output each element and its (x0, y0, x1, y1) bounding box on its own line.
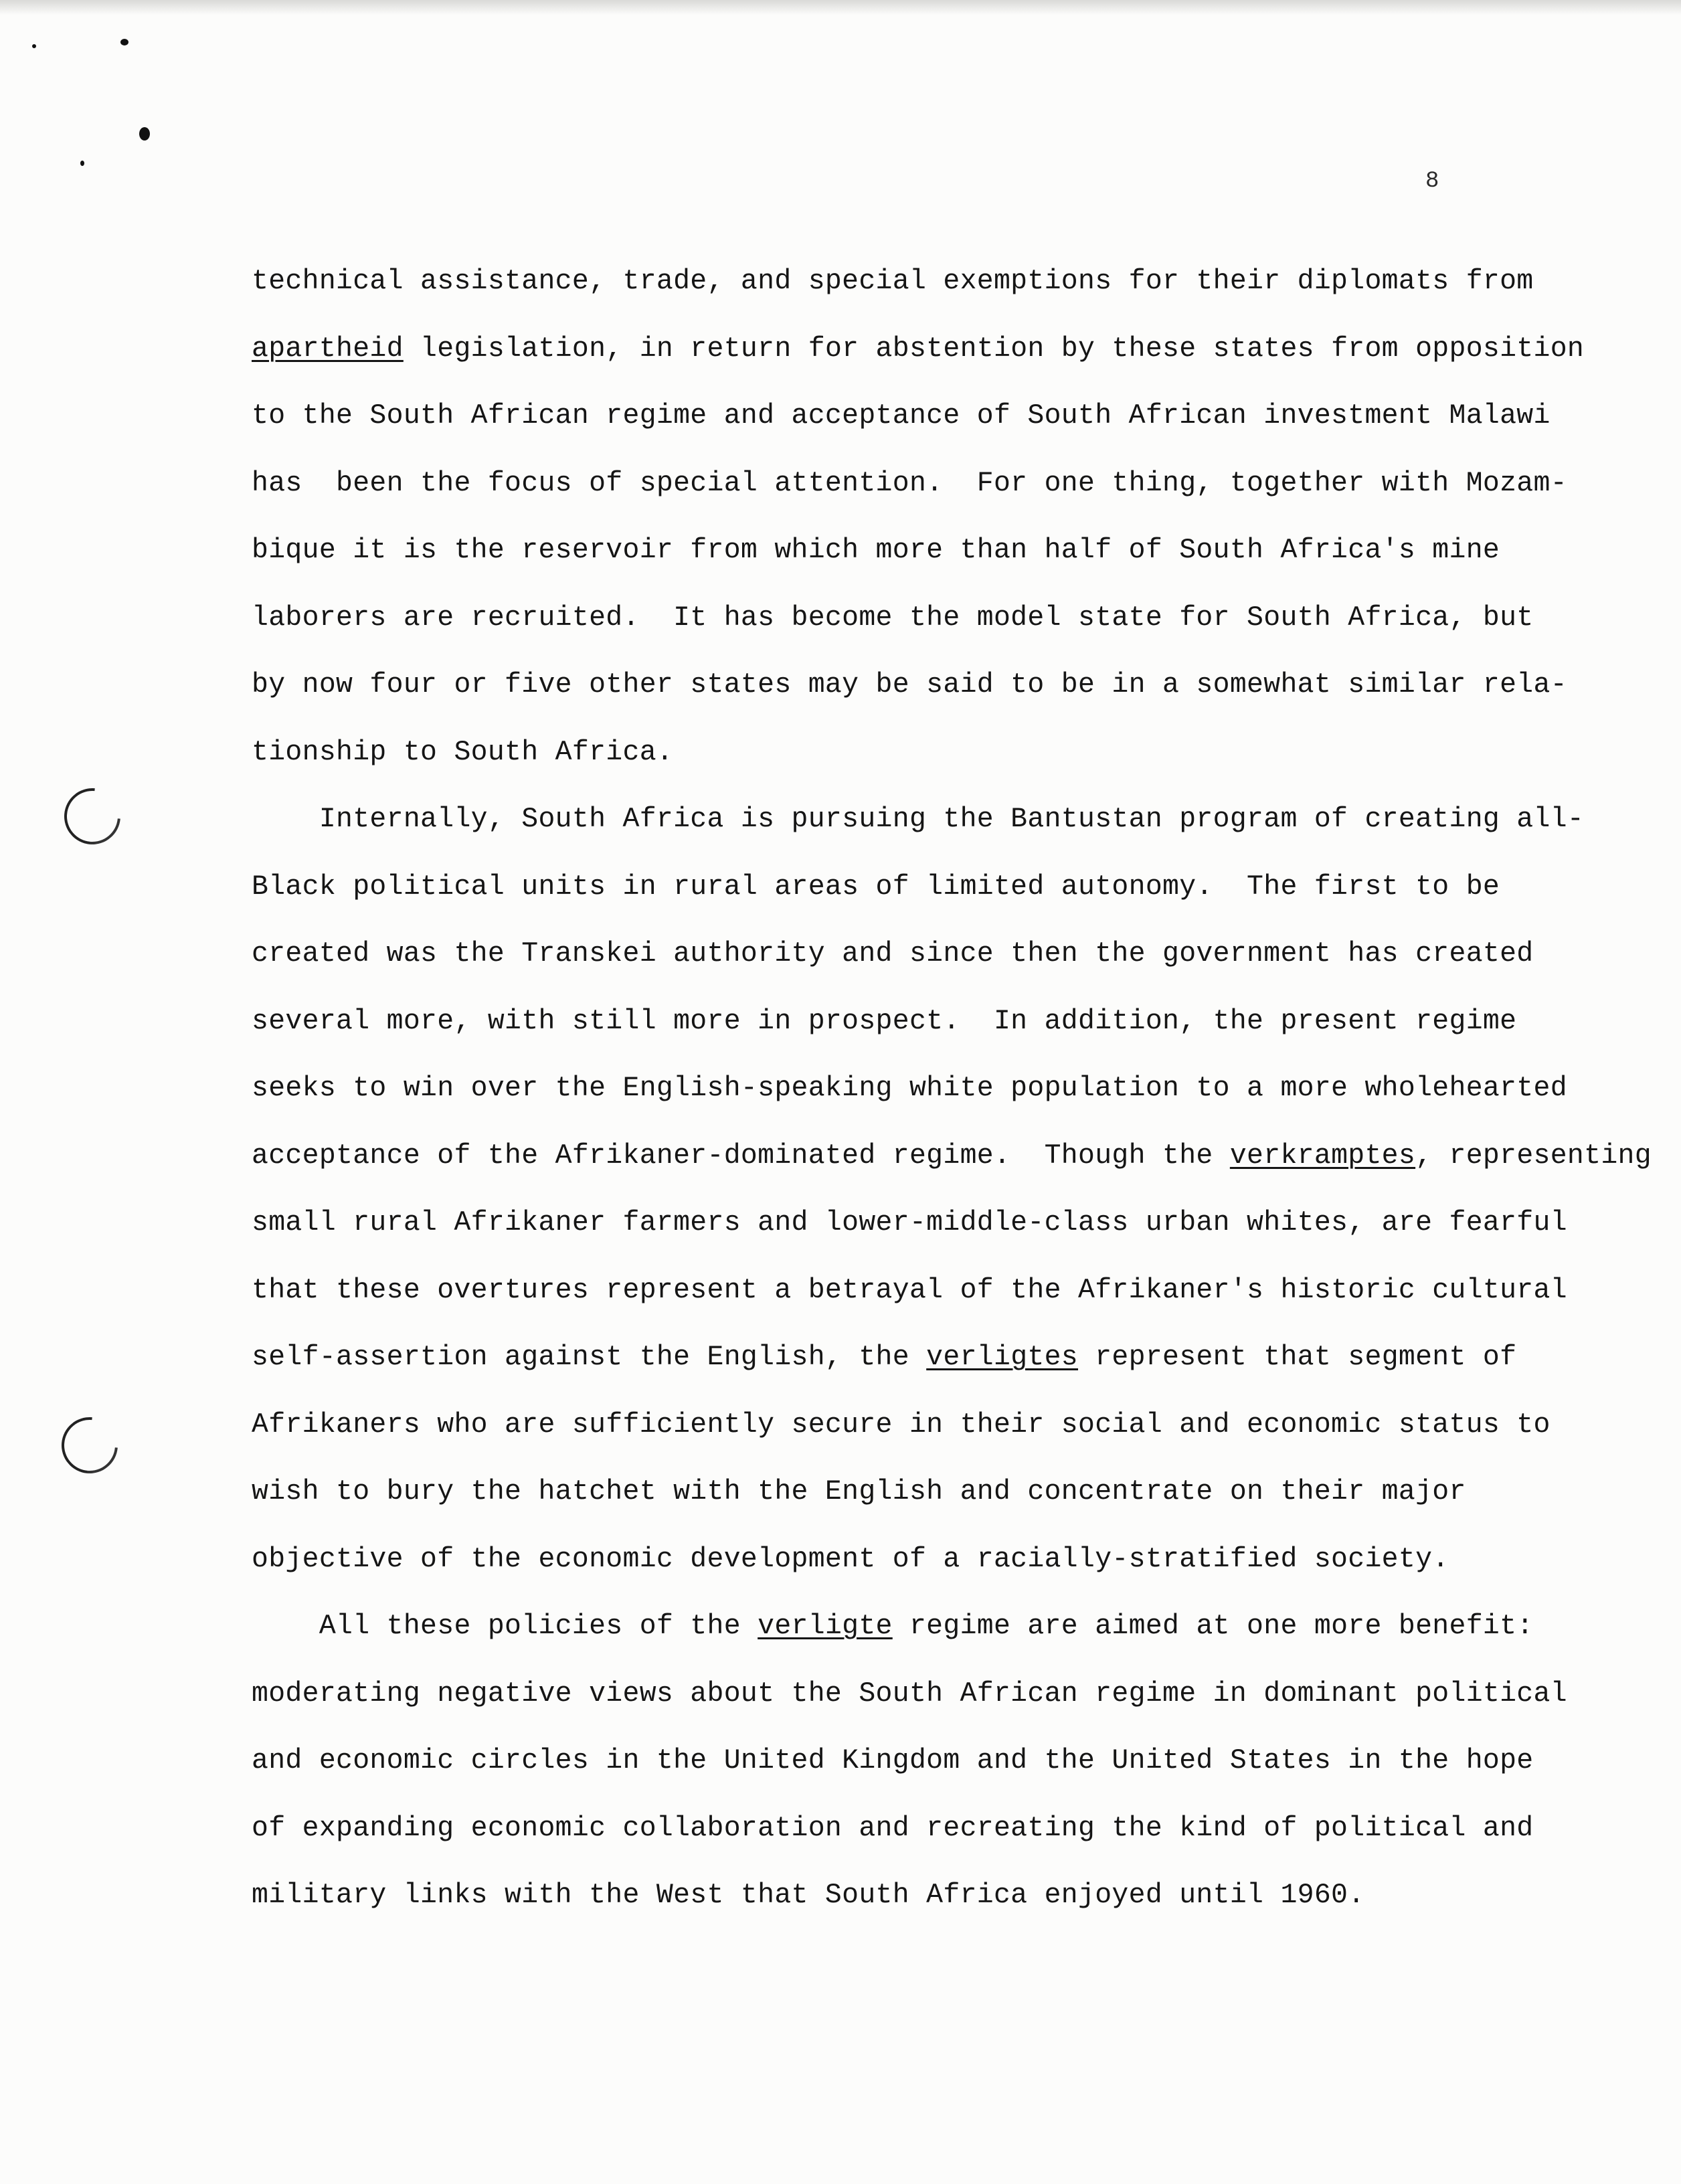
text-segment: seeks to win over the English-speaking white population to a more wholehearted (252, 1073, 1567, 1104)
text-segment: wish to bury the hatchet with the English and concentrate on their major (252, 1476, 1466, 1508)
text-segment: objective of the economic development of a racially-stratified society. (252, 1544, 1449, 1575)
underlined-term: verkramptes (1229, 1140, 1416, 1172)
text-segment: represent that segment of (1078, 1342, 1517, 1373)
underlined-term: apartheid (252, 333, 404, 365)
text-segment: Internally, South Africa is pursuing the Bantustan program of creating all- (252, 804, 1585, 835)
text-line (252, 1341, 1516, 1374)
text-line (252, 1475, 1466, 1509)
text-line (252, 1677, 1567, 1711)
text-line (252, 1206, 1567, 1240)
text-segment: acceptance of the Afrikaner-dominated regime. Though the (252, 1140, 1230, 1172)
text-line (252, 1274, 1567, 1307)
text-line (252, 1140, 1652, 1173)
text-segment: and economic circles in the United Kingdom and the United States in the hope (252, 1745, 1534, 1777)
text-segment: moderating negative views about the South African regime in dominant political (252, 1678, 1567, 1710)
text-line (252, 1812, 1534, 1845)
text-segment: bique it is the reservoir from which more than half of South Africa's mine (252, 535, 1500, 566)
page-number: 8 (1425, 169, 1439, 194)
text-segment: regime are aimed at one more benefit: (892, 1611, 1534, 1642)
text-line (252, 399, 1551, 433)
text-segment: Afrikaners who are sufficiently secure in their social and economic status to (252, 1409, 1551, 1441)
text-line (252, 265, 1534, 298)
text-line (252, 937, 1534, 971)
text-line (252, 871, 1500, 904)
text-line (252, 1879, 1364, 1912)
text-segment: technical assistance, trade, and special exemptions for their diplomats from (252, 266, 1534, 297)
text-segment: , representing (1415, 1140, 1652, 1172)
text-line (252, 736, 673, 769)
text-segment: Black political units in rural areas of limited autonomy. The first to be (252, 871, 1500, 903)
text-line (252, 534, 1500, 567)
text-segment: created was the Transkei authority and since then the government has created (252, 938, 1534, 970)
text-segment: small rural Afrikaner farmers and lower-middle-class urban whites, are fearful (252, 1207, 1567, 1239)
text-segment: to the South African regime and acceptance of South African investment Malawi (252, 400, 1551, 432)
text-segment: legislation, in return for abstention by these states from opposition (403, 333, 1585, 365)
text-line (252, 1543, 1449, 1576)
text-segment: All these policies of the (252, 1611, 758, 1642)
text-segment: several more, with still more in prospect. In addition, the present regime (252, 1006, 1517, 1037)
text-segment: by now four or five other states may be said to be in a somewhat similar rela- (252, 669, 1567, 701)
text-line (252, 1072, 1567, 1105)
text-segment: self-assertion against the English, the (252, 1342, 927, 1373)
text-segment: laborers are recruited. It has become the model state for South Africa, but (252, 602, 1534, 634)
text-line (252, 668, 1567, 702)
text-line (252, 1005, 1516, 1038)
text-segment: has been the focus of special attention. For one thing, together with Mozam- (252, 468, 1567, 499)
text-line (252, 467, 1567, 500)
text-line (252, 803, 1584, 836)
text-segment: military links with the West that South Africa enjoyed until 1960. (252, 1880, 1365, 1911)
text-line (252, 602, 1534, 635)
text-segment: that these overtures represent a betrayal of the Afrikaner's historic cultural (252, 1275, 1567, 1306)
underlined-term: verligtes (926, 1342, 1079, 1373)
text-segment: tionship to South Africa. (252, 737, 674, 768)
text-line (252, 333, 1584, 366)
text-line (252, 1408, 1551, 1442)
underlined-term: verligte (758, 1611, 893, 1642)
text-line (252, 1610, 1534, 1643)
text-line (252, 1744, 1534, 1778)
text-segment: of expanding economic collaboration and recreating the kind of political and (252, 1813, 1534, 1844)
